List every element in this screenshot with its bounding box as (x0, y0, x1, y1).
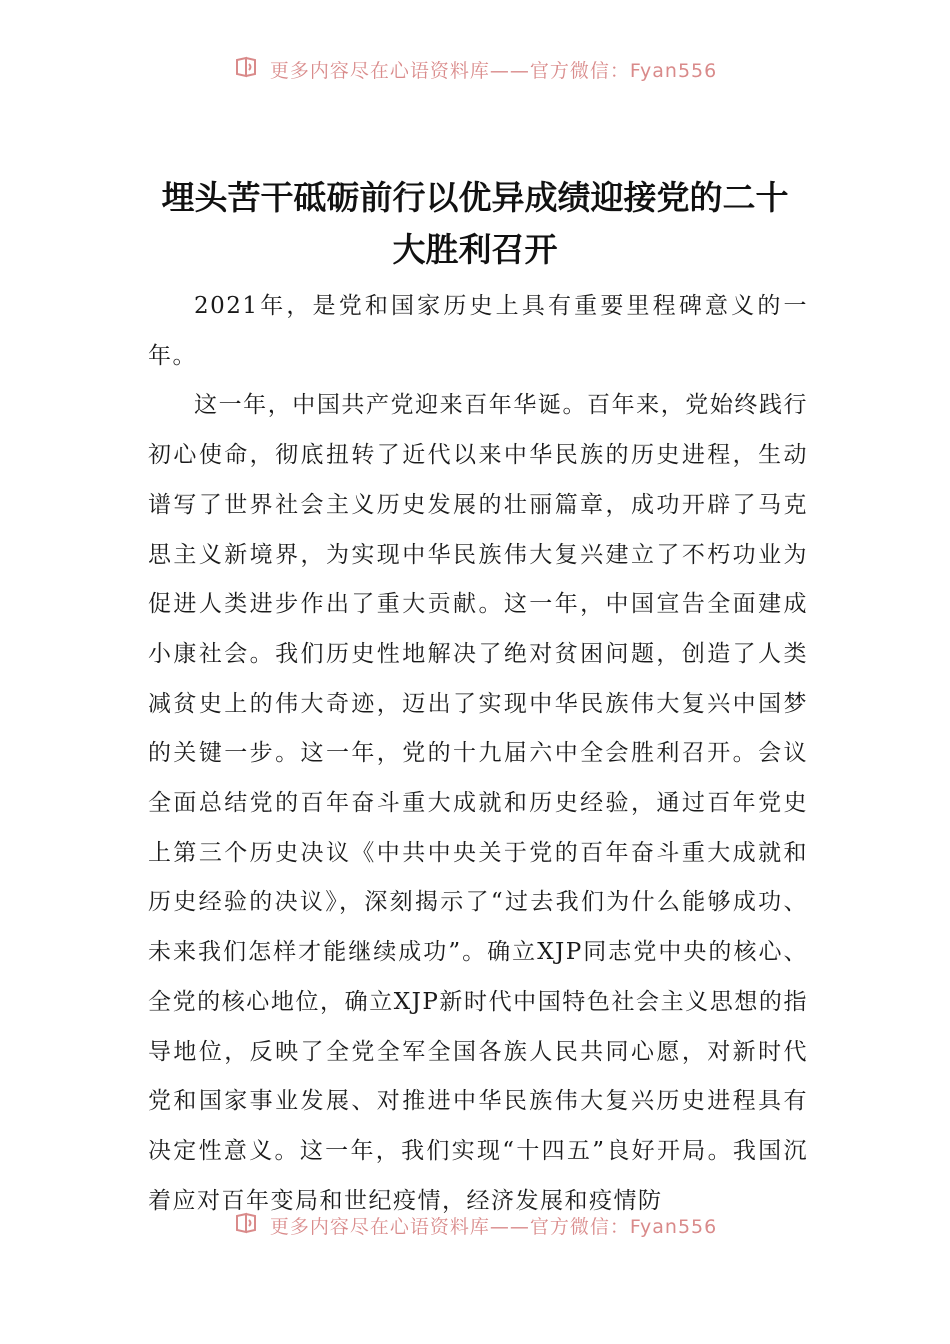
footer-watermark (0, 1212, 950, 1238)
watermark-logo-icon (233, 1212, 259, 1241)
watermark-text: 更多内容尽在心语资料库——官方微信：Fyan556 (269, 1215, 718, 1238)
document-title: 埋头苦干砥砺前行以优异成绩迎接党的二十大胜利召开 (161, 178, 789, 269)
watermark-logo-icon (233, 56, 259, 85)
document-body (148, 282, 808, 1226)
paragraph: 这一年，中国共产党迎来百年华诞。百年来，党始终践行初心使命，彻底扭转了近代以来中华民族的历史进程，生动谱写了世界社会主义历史发展的壮丽篇章，成功开辟了马克思主义新境界，为实现中华民族伟大复兴建立了不朽功业为促进人类进步作出了重大贡献。这一年，中国宣告全面建成小康社会。我们历史性地解决了绝对贫困问题，创造了人类减贫史上的伟大奇迹，迈出了实现中华民族伟大复兴中国梦的关键一步。这一年，党的十九届六中全会胜利召开。会议全面总结党的百年奋斗重大成就和历史经验，通过百年党史上第三个历史决议《中共中央关于党的百年奋斗重大成就和历史经验的决议》，深刻揭示了“过去我们为什么能够成功、未来我们怎样才能继续成功”。确立XJP同志党中央的核心、全党的核心地位，确立XJP新时代中国特色社会主义思想的指导地位，反映了全党全军全国各族人民共同心愿，对新时代党和国家事业发展、对推进中华民族伟大复兴历史进程具有决定性意义。这一年，我们实现“十四五”良好开局。我国沉着应对百年变局和世纪疫情，经济发展和疫情防 (148, 392, 808, 1214)
header-watermark (0, 56, 950, 82)
watermark-text: 更多内容尽在心语资料库——官方微信：Fyan556 (269, 59, 718, 82)
paragraph: 2021年，是党和国家历史上具有重要里程碑意义的一年。 (148, 293, 808, 369)
